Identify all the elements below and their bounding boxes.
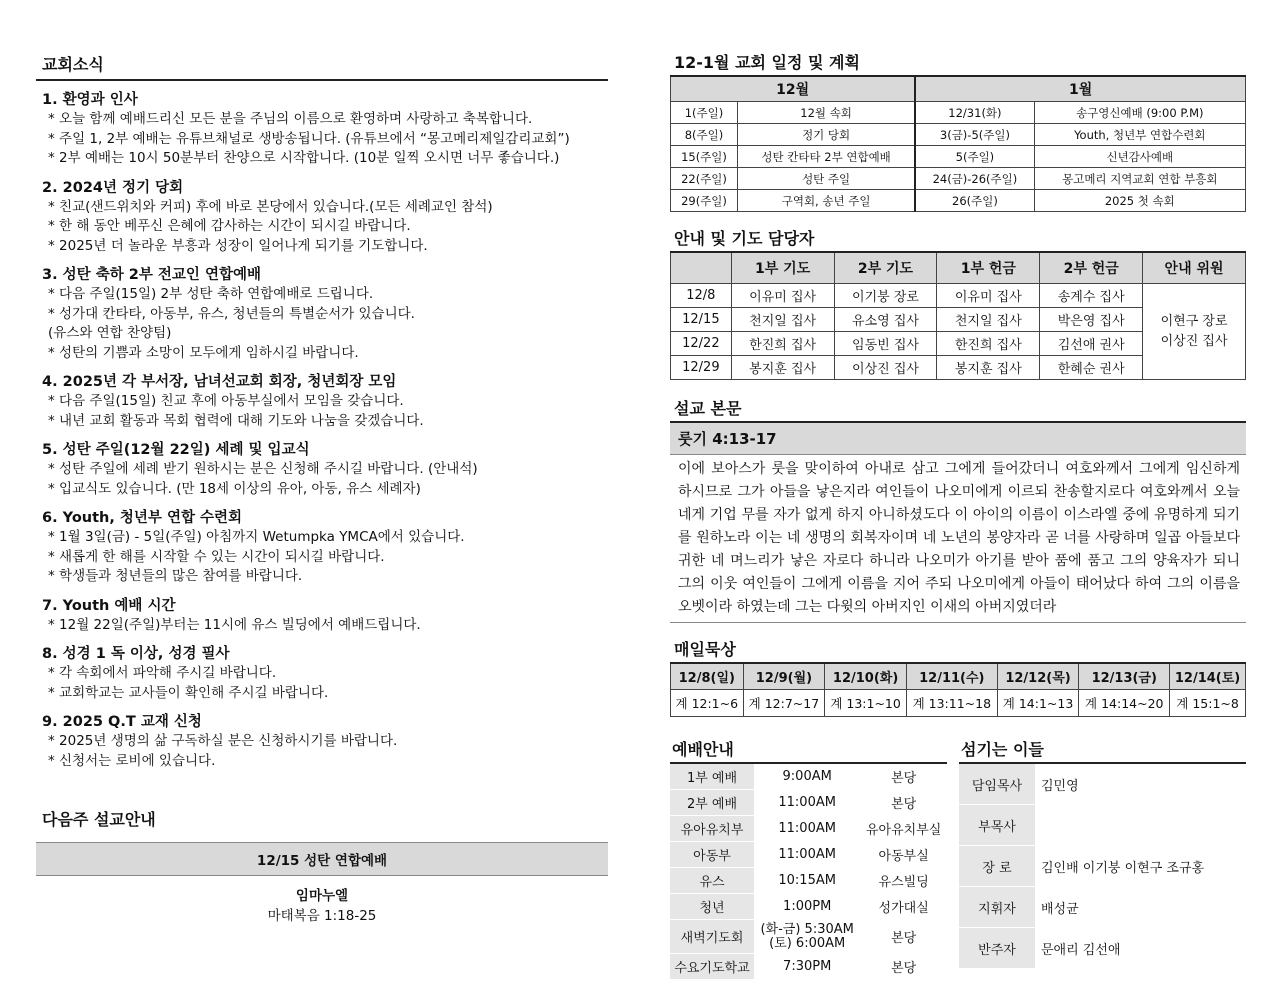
schedule-cell: 15(주일) [671, 146, 738, 168]
duty-header: 2부 기도 [834, 252, 937, 284]
servants-value: 문애리 김선애 [1041, 942, 1121, 958]
news-item-title: 4. 2025년 각 부서장, 남녀선교회 회장, 청년회장 모임 [42, 374, 397, 390]
duty-header: 안내 위원 [1143, 252, 1246, 284]
duty-cell: 이기붕 장로 [834, 284, 937, 308]
servants-label: 부목사 [959, 805, 1035, 846]
next-sermon-title: 임마누엘 [295, 888, 349, 904]
duty-header: 1부 기도 [731, 252, 834, 284]
worship-table [670, 762, 947, 980]
worship-row [670, 920, 947, 954]
schedule-cell: 신년감사예배 [1034, 146, 1245, 168]
worship-cell: 성가대실 [878, 901, 929, 916]
duty-cell: 박은영 집사 [1040, 308, 1143, 332]
worship-cell: 아동부실 [878, 849, 929, 864]
news-item [42, 91, 608, 169]
duty-date: 12/22 [671, 332, 732, 356]
news-item [42, 597, 608, 636]
schedule-cell: 성탄 칸타타 2부 연합예배 [737, 146, 915, 168]
daily-day: 12/11(수) [906, 663, 997, 690]
worship-cell: 11:00AM [778, 821, 836, 836]
daily-reading: 계 12:7~17 [743, 690, 825, 717]
worship-row [670, 842, 947, 868]
duty-heading: 안내 및 기도 담당자 [674, 229, 815, 248]
servants-value: 배성균 [1041, 901, 1079, 917]
duty-date: 12/8 [671, 284, 732, 308]
news-item [42, 645, 608, 703]
duty-cell: 임동빈 집사 [834, 332, 937, 356]
duty-table [670, 251, 1246, 380]
schedule-cell: 구역회, 송년 주일 [737, 190, 915, 212]
worship-cell: 본당 [891, 771, 917, 787]
news-item-line: * 성가대 칸타타, 아동부, 유스, 청년들의 특별순서가 있습니다. [48, 305, 415, 322]
worship-cell: 9:00AM [782, 769, 832, 785]
news-item [42, 713, 608, 771]
servants-row [959, 763, 1246, 805]
news-item-title: 8. 성경 1 독 이상, 성경 필사 [42, 646, 230, 662]
schedule-row [671, 102, 1246, 124]
servants-value: 김민영 [1041, 778, 1079, 794]
next-sermon-heading: 다음주 설교안내 [42, 810, 156, 829]
schedule-cell: 1(주일) [671, 102, 738, 124]
daily-reading: 계 14:14~20 [1079, 690, 1170, 717]
schedule-cell: 24(금)-26(주일) [915, 168, 1034, 190]
news-item-line: * 성탄의 기쁨과 소망이 모두에게 임하시길 바랍니다. [48, 344, 359, 361]
news-item-title: 7. Youth 예배 시간 [42, 597, 176, 614]
schedule-cell: 3(금)-5(주일) [915, 124, 1034, 146]
daily-day: 12/14(토) [1170, 663, 1246, 690]
news-item-line: (유스와 연합 찬양팀) [48, 325, 172, 341]
news-item-title: 3. 성탄 축하 2부 전교인 연합예배 [42, 267, 262, 283]
schedule-cell: 12/31(화) [915, 102, 1034, 124]
bottom-section [670, 731, 1246, 980]
schedule-cell: 29(주일) [671, 190, 738, 212]
news-item-line: * 12월 22일(주일)부터는 11시에 유스 빌딩에서 예배드립니다. [48, 616, 421, 633]
servants-table [959, 762, 1246, 969]
worship-cell: (화-금) 5:30AM (토) 6:00AM [760, 921, 854, 951]
duty-cell: 이상진 집사 [834, 356, 937, 380]
news-item-line: * 2025년 생명의 삶 구독하실 분은 신청하시기를 바랍니다. [48, 733, 398, 749]
duty-cell: 이유미 집사 [937, 284, 1040, 308]
daily-table [670, 662, 1246, 717]
servants-row [959, 887, 1246, 928]
servants-heading: 섬기는 이들 [961, 740, 1044, 759]
worship-cell: 7:30PM [783, 959, 832, 974]
news-item-title: 9. 2025 Q.T 교재 신청 [42, 714, 202, 730]
worship-row [670, 868, 947, 894]
duty-cell: 봉지훈 집사 [731, 356, 834, 380]
duty-date: 12/29 [671, 356, 732, 380]
schedule-jan-header: 1월 [915, 76, 1245, 102]
schedule-cell: 8(주일) [671, 124, 738, 146]
daily-day: 12/8(일) [671, 663, 744, 690]
schedule-cell: 2025 첫 속회 [1034, 190, 1245, 212]
daily-day: 12/12(목) [997, 663, 1079, 690]
daily-day: 12/9(월) [743, 663, 825, 690]
duty-header: 2부 헌금 [1040, 252, 1143, 284]
news-item-title: 6. Youth, 청년부 연합 수련회 [42, 510, 243, 526]
ushers-cell [1143, 284, 1246, 380]
duty-cell: 이유미 집사 [731, 284, 834, 308]
duty-row [671, 284, 1246, 308]
worship-cell: 10:15AM [778, 873, 836, 888]
news-item-line: * 새롭게 한 해를 시작할 수 있는 시간이 되시길 바랍니다. [48, 548, 385, 565]
news-item-title: 1. 환영과 인사 [42, 92, 138, 108]
daily-day: 12/10(화) [825, 663, 907, 690]
worship-cell: 11:00AM [778, 795, 836, 810]
daily-reading: 계 13:1~10 [825, 690, 907, 717]
worship-label: 1부 예배 [670, 763, 754, 790]
worship-cell: 유스빌딩 [878, 875, 929, 890]
news-item-title: 5. 성탄 주일(12월 22일) 세례 및 입교식 [42, 442, 310, 458]
worship-section [670, 731, 947, 980]
sermon-text-heading: 설교 본문 [674, 399, 742, 418]
sermon-text-reference: 룻기 4:13-17 [670, 421, 1246, 455]
worship-cell: 11:00AM [778, 847, 836, 862]
duty-cell: 천지일 집사 [731, 308, 834, 332]
news-item-line: * 2025년 더 놀라운 부흥과 성장이 일어나게 되기를 기도합니다. [48, 237, 428, 254]
duty-cell: 송계수 집사 [1040, 284, 1143, 308]
left-column [36, 44, 608, 924]
sermon-text-body: 이에 보아스가 룻을 맞이하여 아내로 삼고 그에게 들어갔더니 여호와께서 그에게 임신하게 하시므로 그가 아들을 낳은지라 여인들이 나오미에게 이르되 찬송할지로다 여호와께서 오늘 네게 기업 무를 자가 없게 하지 아니하셨도다 이 아이의 이름이 이스라엘 중에 유명하게 되기를 원하노라 이는 네 생명의 회복자이며 네 노년의 봉양자라 곧 너를 사랑하며 일곱 아들보다 귀한 네 며느리가 낳은 자로다 하니라 나오미가 아기를 받아 품에 품고 그의 양육자가 되니 그의 이웃 여인들이 그에게 이름을 지어 주되 나오미에게 아들이 태어났다 하여 그의 이름을 오벳이라 하였는데 그는 다윗의 아버지인 이새의 아버지였더라 [670, 455, 1246, 623]
duty-cell: 한진희 집사 [937, 332, 1040, 356]
news-item-line: * 1월 3일(금) - 5일(주일) 아침까지 Wetumpka YMCA에서 있습니다. [48, 529, 465, 545]
news-item-line: * 성탄 주일에 세례 받기 원하시는 분은 신청해 주시길 바랍니다. (안내석) [48, 461, 478, 477]
next-sermon-ref: 마태복음 1:18-25 [267, 908, 377, 924]
worship-label: 아동부 [670, 842, 754, 868]
worship-row [670, 954, 947, 980]
schedule-cell: 12월 속회 [737, 102, 915, 124]
news-item-line: * 내년 교회 활동과 목회 협력에 대해 기도와 나눔을 갖겠습니다. [48, 412, 424, 429]
worship-label: 유스 [670, 868, 754, 894]
news-item-line: * 교회학교는 교사들이 확인해 주시길 바랍니다. [48, 684, 329, 701]
right-column [670, 44, 1246, 980]
duty-cell: 한혜순 권사 [1040, 356, 1143, 380]
news-item-title: 2. 2024년 정기 당회 [42, 179, 184, 196]
news-item [42, 373, 608, 431]
schedule-cell: 5(주일) [915, 146, 1034, 168]
news-item-line: * 학생들과 청년들의 많은 참여를 바랍니다. [48, 568, 303, 584]
worship-label: 수요기도학교 [670, 954, 754, 980]
worship-heading: 예배안내 [672, 740, 734, 759]
duty-cell: 천지일 집사 [937, 308, 1040, 332]
news-item [42, 266, 608, 363]
worship-cell: 본당 [891, 961, 917, 976]
schedule-cell: 26(주일) [915, 190, 1034, 212]
duty-date: 12/15 [671, 308, 732, 332]
news-item [42, 441, 608, 499]
worship-cell: 1:00PM [783, 899, 832, 914]
news-list [36, 91, 608, 771]
servants-label: 장 로 [959, 846, 1035, 887]
daily-reading: 계 14:1~13 [997, 690, 1079, 717]
servants-section [959, 731, 1246, 980]
news-item [42, 179, 608, 257]
servants-label: 반주자 [959, 928, 1035, 969]
schedule-row [671, 168, 1246, 190]
servants-row [959, 805, 1246, 846]
schedule-heading: 12-1월 교회 일정 및 계획 [674, 53, 860, 72]
news-item-line: * 한 해 동안 베푸신 은혜에 감사하는 시간이 되시길 바랍니다. [48, 218, 411, 234]
daily-reading: 계 12:1~6 [671, 690, 744, 717]
duty-header: 1부 헌금 [937, 252, 1040, 284]
worship-cell: 유아유치부실 [865, 823, 942, 838]
schedule-cell: 정기 당회 [737, 124, 915, 146]
usher-name: 이상진 집사 [1160, 333, 1228, 349]
news-item-line: * 입교식도 있습니다. (만 18세 이상의 유아, 아동, 유스 세례자) [48, 480, 421, 497]
servants-row [959, 846, 1246, 887]
servants-label: 담임목사 [959, 763, 1035, 805]
worship-label: 2부 예배 [670, 790, 754, 816]
duty-cell: 유소영 집사 [834, 308, 937, 332]
schedule-cell: 몽고메리 지역교회 연합 부흥회 [1034, 168, 1245, 190]
worship-label: 유아유치부 [670, 816, 754, 842]
duty-cell: 한진희 집사 [731, 332, 834, 356]
daily-reading: 계 15:1~8 [1170, 690, 1246, 717]
duty-cell: 김선애 권사 [1040, 332, 1143, 356]
schedule-cell: Youth, 청년부 연합수련회 [1034, 124, 1245, 146]
schedule-cell: 22(주일) [671, 168, 738, 190]
usher-name: 이현구 장로 [1160, 313, 1228, 329]
worship-label: 새벽기도회 [670, 920, 754, 954]
schedule-row [671, 124, 1246, 146]
news-heading: 교회소식 [36, 44, 608, 81]
news-item-line: * 주일 1, 2부 예배는 유튜브채널로 생방송됩니다. (유튜브에서 “몽고메리제일감리교회”) [48, 130, 570, 147]
daily-heading: 매일묵상 [674, 640, 736, 659]
news-item-line: * 친교(샌드위치와 커피) 후에 바로 본당에서 있습니다.(모든 세례교인 참석) [48, 198, 493, 215]
servants-value: 김인배 이기붕 이현구 조규홍 [1041, 860, 1205, 876]
worship-label: 청년 [670, 894, 754, 920]
news-item-line: * 2부 예배는 10시 50분부터 찬양으로 시작합니다. (10분 일찍 오시면 너무 좋습니다.) [48, 150, 560, 166]
news-item [42, 509, 608, 587]
schedule-row [671, 190, 1246, 212]
worship-cell: 본당 [891, 797, 917, 812]
schedule-cell: 송구영신예배 (9:00 P.M) [1034, 102, 1245, 124]
news-item-line: * 다음 주일(15일) 2부 성탄 축하 연합예배로 드립니다. [48, 286, 374, 302]
worship-row [670, 790, 947, 816]
schedule-table [670, 75, 1246, 212]
schedule-cell: 성탄 주일 [737, 168, 915, 190]
servants-value [1035, 805, 1246, 846]
news-item-line: * 각 속회에서 파악해 주시길 바랍니다. [48, 665, 277, 681]
servants-label: 지휘자 [959, 887, 1035, 928]
news-item-line: * 오늘 함께 예배드리신 모든 분을 주님의 이름으로 환영하며 사랑하고 축복합니다. [48, 111, 533, 127]
worship-cell: 본당 [891, 931, 917, 946]
schedule-dec-header: 12월 [671, 76, 916, 102]
duty-cell: 봉지훈 집사 [937, 356, 1040, 380]
news-item-line: * 다음 주일(15일) 친교 후에 아동부실에서 모임을 갖습니다. [48, 393, 404, 409]
news-item-line: * 신청서는 로비에 있습니다. [48, 752, 216, 769]
daily-reading: 계 13:11~18 [906, 690, 997, 717]
worship-row [670, 816, 947, 842]
next-sermon-bar: 12/15 성탄 연합예배 [36, 842, 608, 876]
worship-row [670, 763, 947, 790]
duty-corner [671, 252, 732, 284]
worship-row [670, 894, 947, 920]
daily-day: 12/13(금) [1079, 663, 1170, 690]
servants-row [959, 928, 1246, 969]
schedule-row [671, 146, 1246, 168]
